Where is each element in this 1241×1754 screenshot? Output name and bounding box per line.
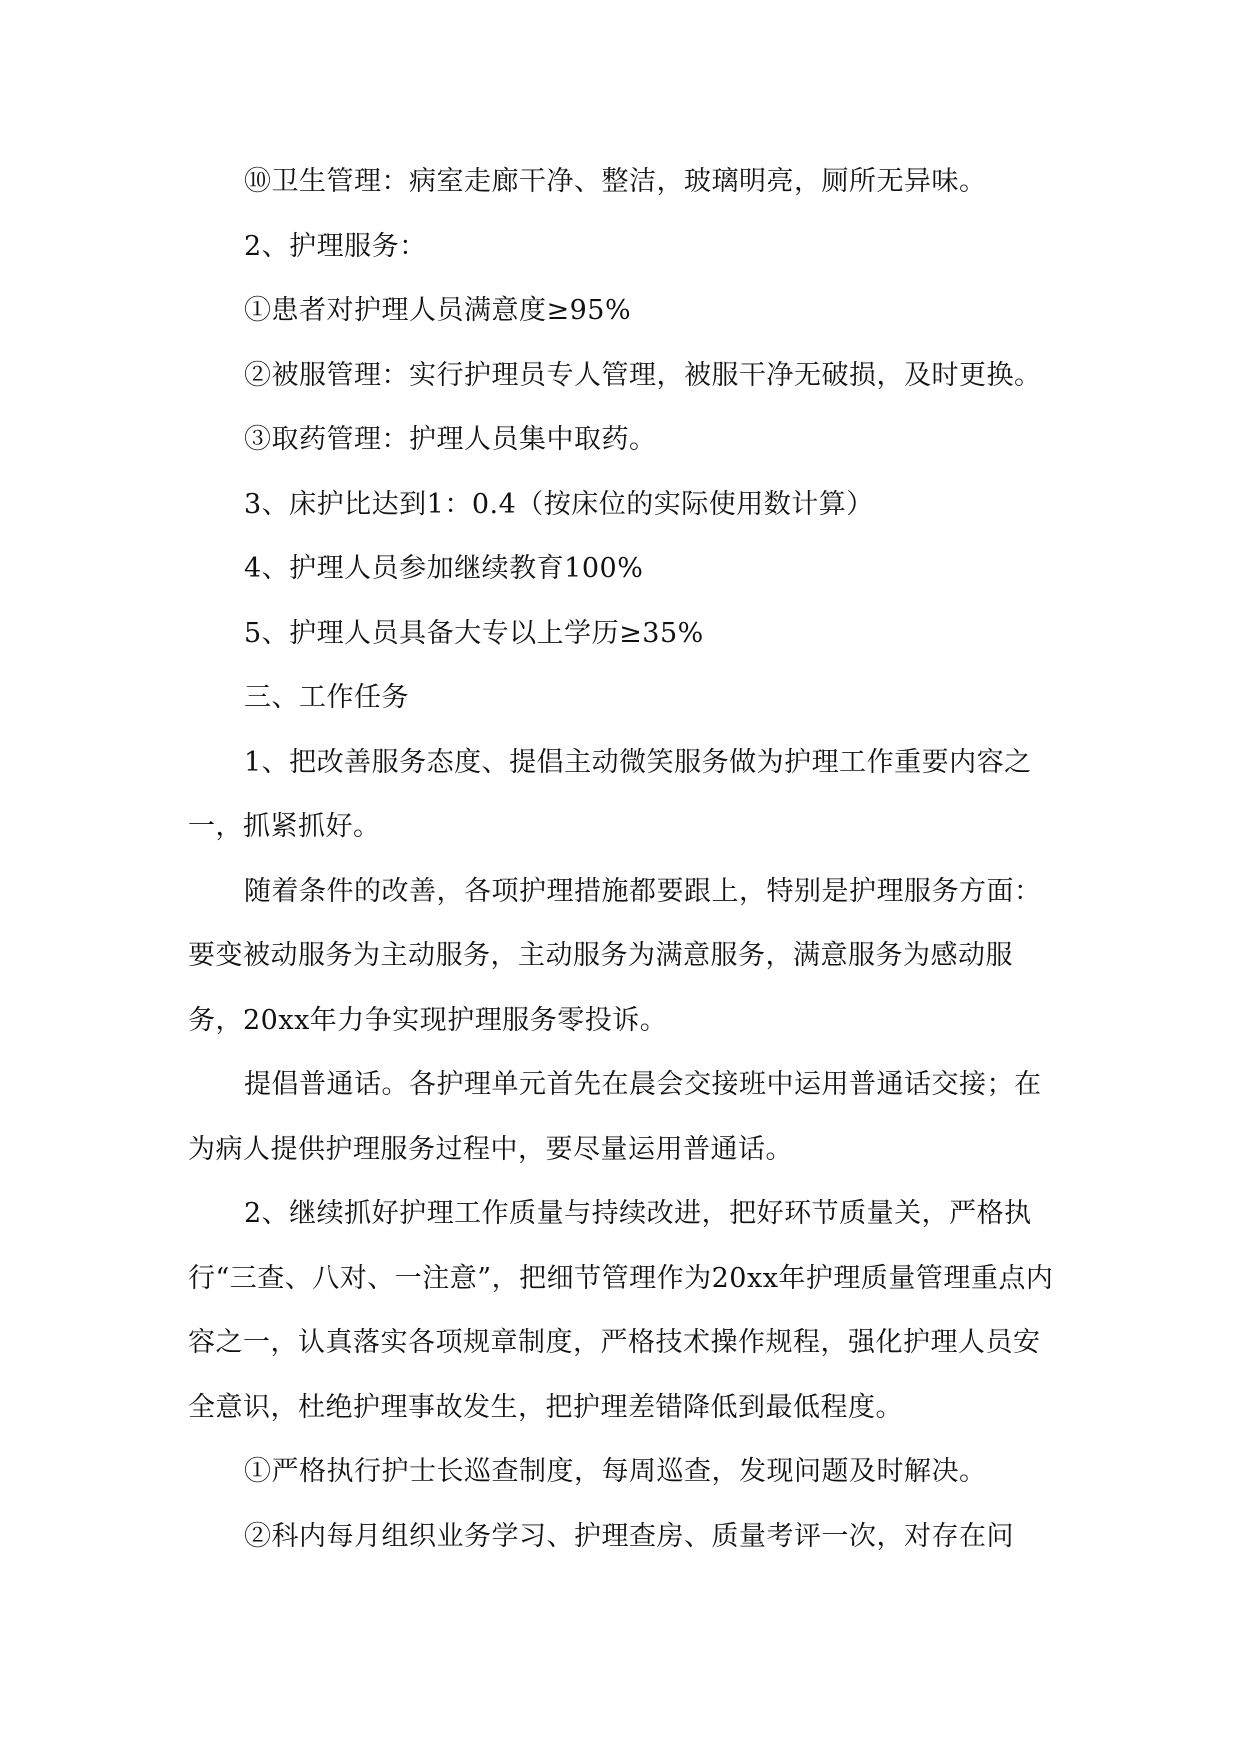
paragraph: 提倡普通话。各护理单元首先在晨会交接班中运用普通话交接；在为病人提供护理服务过程中，要尽量运用普通话。 — [188, 1069, 1042, 1165]
paragraph: 3、床护比达到1：0.4（按床位的实际使用数计算） — [244, 488, 874, 520]
paragraph: 5、护理人员具备大专以上学历≥35% — [244, 617, 704, 649]
paragraph: 2、继续抓好护理工作质量与持续改进，把好环节质量关，严格执行“三查、八对、一注意”，把细节管理作为20xx年护理质量管理重点内容之一，认真落实各项规章制度，严格技术操作规程，强化护理人员安全意识，杜绝护理事故发生，把护理差错降低到最低程度。 — [188, 1198, 1054, 1423]
document-body — [188, 150, 1056, 1569]
paragraph: ⑩卫生管理：病室走廊干净、整洁，玻璃明亮，厕所无异味。 — [244, 166, 987, 197]
paragraph: 随着条件的改善，各项护理措施都要跟上，特别是护理服务方面：要变被动服务为主动服务，主动服务为满意服务，满意服务为感动服务，20xx年力争实现护理服务零投诉。 — [188, 875, 1042, 1036]
paragraph: ②被服管理：实行护理员专人管理，被服干净无破损，及时更换。 — [244, 359, 1042, 391]
paragraph: 4、护理人员参加继续教育100% — [244, 553, 644, 584]
paragraph: ②科内每月组织业务学习、护理查房、质量考评一次，对存在问 — [244, 1520, 1014, 1552]
paragraph: ①患者对护理人员满意度≥95% — [244, 295, 632, 326]
paragraph: ③取药管理：护理人员集中取药。 — [244, 424, 657, 455]
section-heading: 三、工作任务 — [244, 682, 409, 713]
paragraph: 2、护理服务： — [244, 230, 427, 262]
paragraph: 1、把改善服务态度、提倡主动微笑服务做为护理工作重要内容之一，抓紧抓好。 — [188, 746, 1032, 842]
paragraph: ①严格执行护士长巡查制度，每周巡查，发现问题及时解决。 — [244, 1456, 987, 1487]
